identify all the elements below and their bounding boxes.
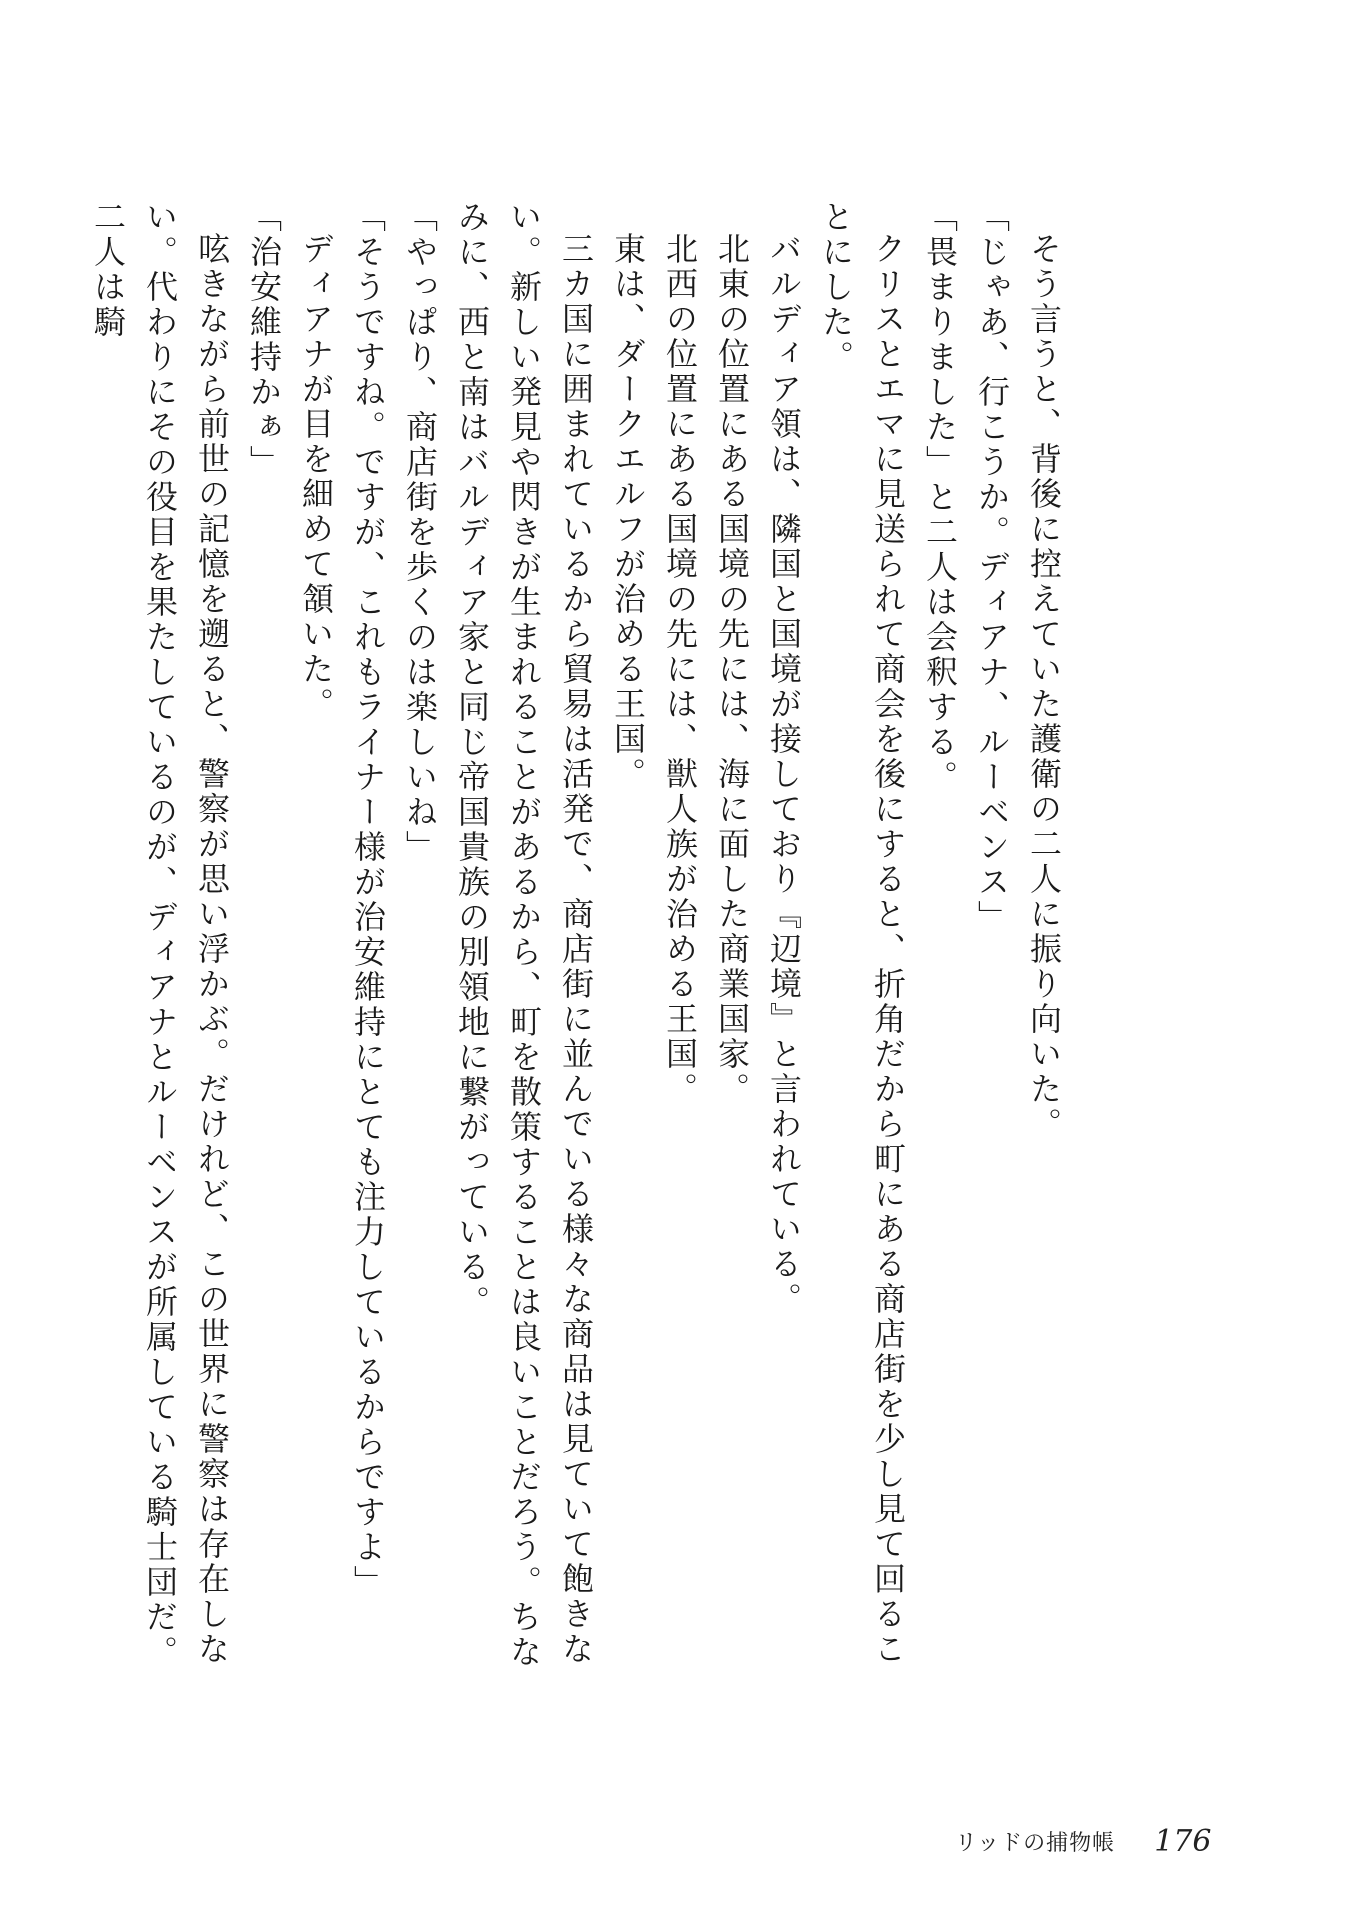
paragraph: 北西の位置にある国境の先には、獣人族が治める王国。: [661, 232, 699, 1107]
dialogue-line: 「やっぱり、商店街を歩くのは楽しいね」: [401, 200, 439, 865]
paragraph: 三カ国に囲まれているから貿易は活発で、商店街に並んでいる様々な商品は見ていて飽きない。新しい発見や閃きが生まれることがあるから、町を散策することは良いことだろう。ちなみに、西と南はバルディア家と同じ帝国貴族の別領地に繋がっている。: [453, 200, 595, 1670]
paragraph: バルディア領は、隣国と国境が接しており『辺境』と言われている。: [765, 232, 803, 1317]
vertical-body-text: [89, 200, 1070, 1700]
dialogue-line: 「治安維持かぁ」: [245, 200, 283, 480]
page-footer: [955, 1824, 1211, 1859]
paragraph: 東は、ダークエルフが治める王国。: [609, 232, 647, 792]
paragraph: 呟きながら前世の記憶を遡ると、警察が思い浮かぶ。だけれど、この世界に警察は存在しない。代わりにその役目を果たしているのが、ディアナとルーベンスが所属している騎士団だ。二人は騎: [89, 200, 231, 1670]
dialogue-line: 「そうですね。ですが、これもライナー様が治安維持にとても注力しているからですよ」: [349, 200, 387, 1600]
running-title: リッドの捕物帳: [955, 1831, 1116, 1856]
dialogue-line: 「畏まりました」と二人は会釈する。: [921, 200, 959, 795]
paragraph: そう言うと、背後に控えていた護衛の二人に振り向いた。: [1025, 232, 1063, 1142]
paragraph: 北東の位置にある国境の先には、海に面した商業国家。: [713, 232, 751, 1107]
page-number: 176: [1154, 1824, 1212, 1859]
dialogue-line: 「じゃあ、行こうか。ディアナ、ルーベンス」: [973, 200, 1011, 935]
paragraph: クリスとエマに見送られて商会を後にすると、折角だから町にある商店街を少し見て回ることにした。: [817, 200, 907, 1667]
paragraph: ディアナが目を細めて頷いた。: [297, 232, 335, 722]
